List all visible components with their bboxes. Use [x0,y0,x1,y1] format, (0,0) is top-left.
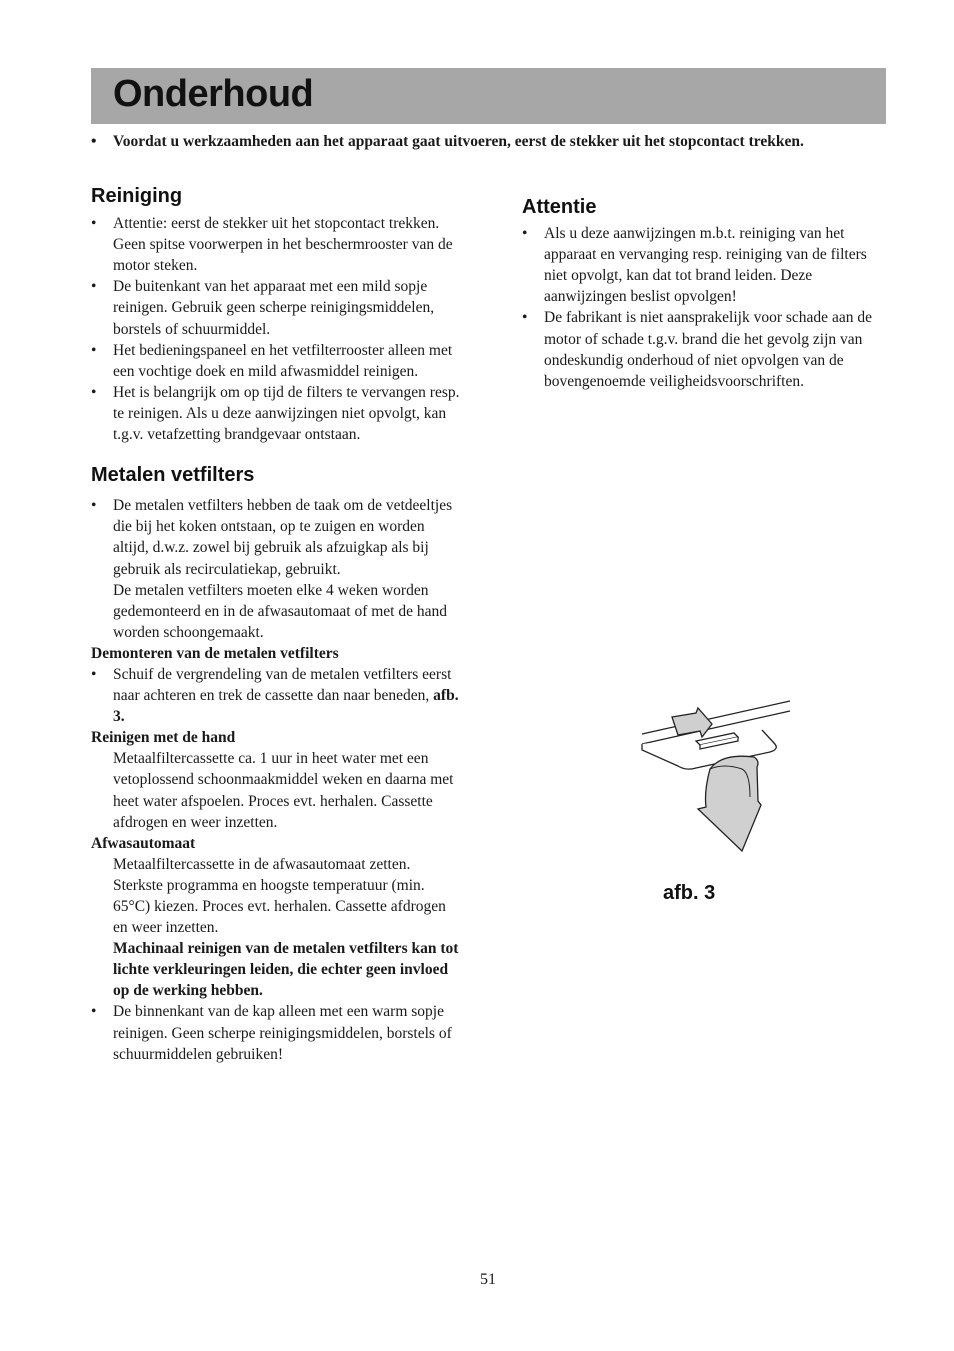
list-item-text: • Het bedieningspaneel en het vetfilterrooster alleen met een vochtige doek en mild afwasmiddel reinigen. [113,341,453,380]
list-item [522,223,887,307]
intro-warning [91,131,863,152]
heading-reiniging: Reiniging [91,185,183,207]
list-item [91,340,461,382]
title-bar [91,68,886,124]
intro-text: Voordat u werkzaamheden aan het apparaat gaat uitvoeren, eerst de stekker uit het stopcontact trekken. [113,133,804,150]
list-item-text: De binnenkant van de kap alleen met een warm sopje reinigen. Geen scherpe reinigingsmiddelen, borstels of schuurmiddelen gebruiken! [113,1003,452,1063]
reiniging-list [91,213,461,445]
left-column [91,186,461,1065]
heading-metalen-vetfilters: Metalen vetfilters [91,464,255,487]
list-item-text: De metalen vetfilters moeten elke 4 weken worden gedemonteerd en in de afwasautomaat of met de hand worden schoongemaakt. [113,581,447,641]
push-arrow-icon [672,708,712,737]
list-item [91,495,461,643]
list-item [91,1001,461,1064]
right-column [522,197,887,392]
list-item [522,307,887,391]
subheading-reinigen-hand: Reinigen met de hand [91,729,236,747]
binnenkant-list [91,1001,461,1064]
intro-bullet: • [91,133,97,150]
list-item-text: De fabrikant is niet aansprakelijk voor schade aan de motor of schade t.g.v. brand die het gevolg zijn van ondeskundig onderhoud of niet opvolgen van de bovengenoemde veiligheidsvoorschriften. [544,309,872,390]
list-item-text: • De buitenkant van het apparaat met een mild sopje reinigen. Gebruik geen scherpe reinigingsmiddelen, borstels of schuurmiddel. [113,278,435,338]
paragraph-hand: Metaalfiltercassette ca. 1 uur in heet water met een vetoplossend schoonmaakmiddel weken en daarna met heet water afspoelen. Proces evt. herhalen. Cassette afdrogen en weer inzetten. [113,750,454,831]
page-number: 51 [480,1271,496,1288]
paragraph-afwas-note: Machinaal reinigen van de metalen vetfilters kan tot lichte verkleuringen leiden, die echter geen invloed op de werking hebben. [113,940,459,1000]
figure-reference: afb. 3. [113,687,459,726]
list-item [91,276,461,339]
filter-cassette-illustration [640,697,795,857]
heading-attentie: Attentie [522,196,597,218]
list-item-text: Geen spitse voorwerpen in het beschermrooster van de motor steken. [113,236,453,275]
list-item [91,664,461,727]
list-item-text: Als u deze aanwijzingen m.b.t. reiniging van het apparaat en vervanging resp. reiniging van de filters niet opvolgt, kan dat tot brand leiden. Deze aanwijzingen beslist opvolgen! [544,225,867,306]
list-item-text: • De metalen vetfilters hebben de taak om de vetdeeltjes die bij het koken ontstaan, op te zuigen en worden altijd, d.w.z. zowel bij gebruik als afzuigkap als bij gebruik als recirculatiekap, gebruikt. [113,497,453,578]
list-item-text: • Attentie: eerst de stekker uit het stopcontact trekken. [113,215,440,233]
subheading-demonteren: Demonteren van de metalen vetfilters [91,644,339,662]
list-item-text: • Het is belangrijk om op tijd de filters te vervangen resp. te reinigen. Als u deze aanwijzingen niet opvolgt, kan t.g.v. vetafzetting brandgevaar ontstaan. [113,383,460,444]
subheading-afwasautomaat: Afwasautomaat [91,834,196,852]
pull-arrow-icon [698,756,761,851]
rail-line [642,701,790,734]
metalen-list [91,495,461,643]
page-title: Onderhoud [113,73,314,115]
paragraph-afwas: Metaalfiltercassette in de afwasautomaat zetten. Sterkste programma en hoogste temperatuur (min. 65°C) kiezen. Proces evt. herhalen. Cassette afdrogen en weer inzetten. [113,855,446,937]
list-item [91,382,461,445]
figure-caption: afb. 3 [663,882,716,904]
attentie-list [522,223,887,392]
demonteren-list [91,664,461,727]
list-item-text: Schuif de vergrendeling van de metalen vetfilters eerst naar achteren en trek de cassette dan naar beneden, [113,665,452,705]
list-item [91,213,461,276]
